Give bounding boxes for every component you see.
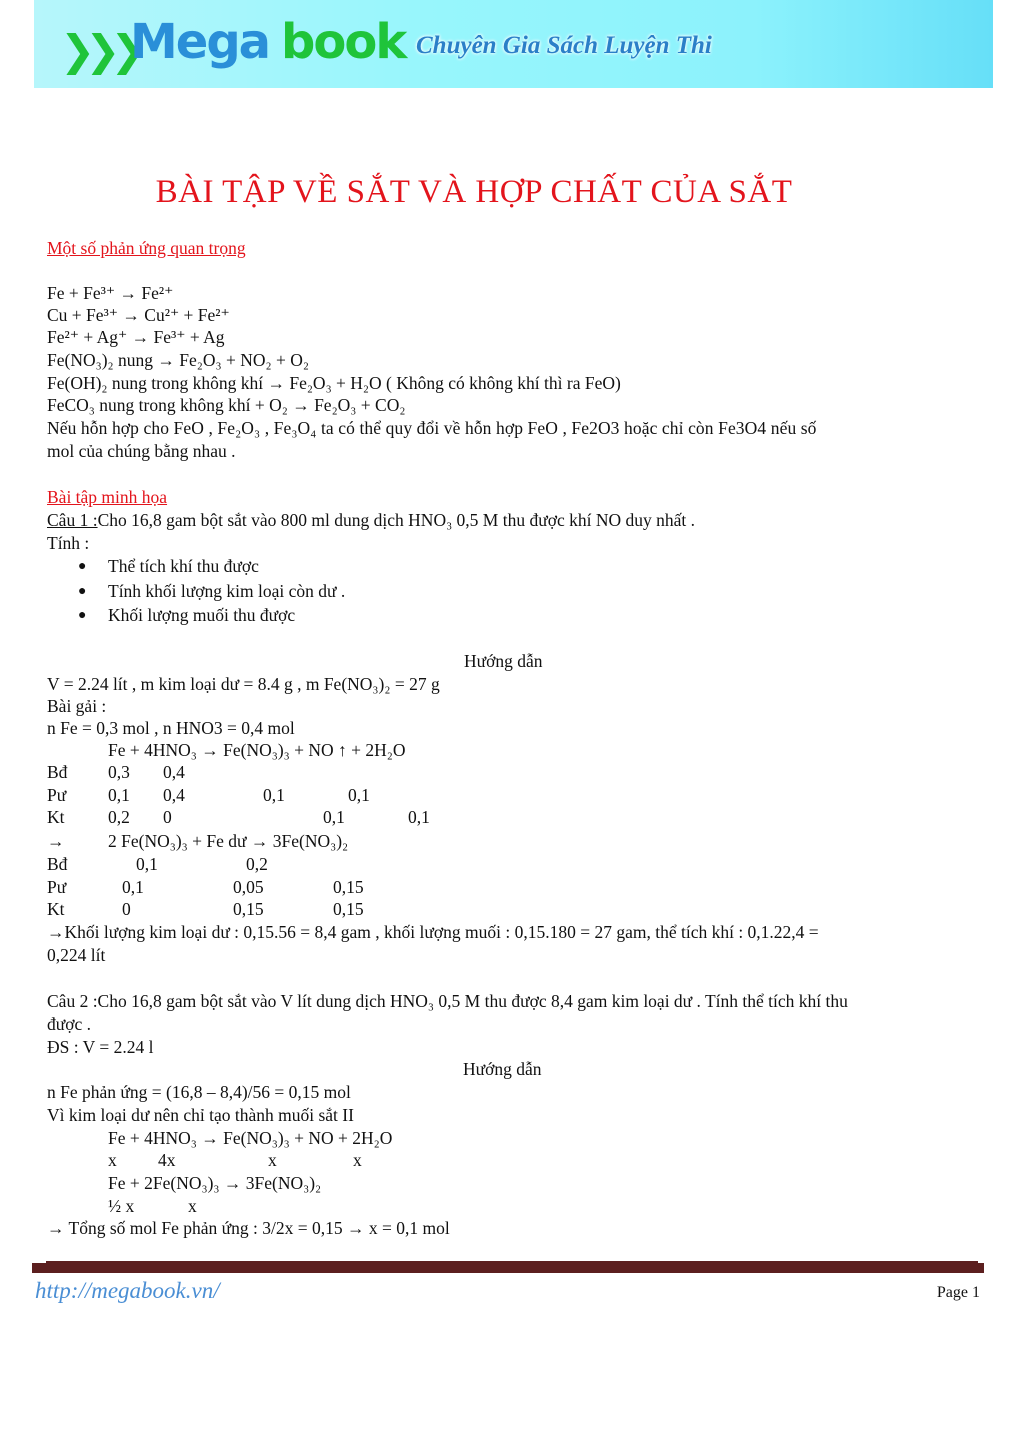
cell: 4x: [158, 1150, 176, 1170]
logo-mega: Mega: [130, 14, 270, 70]
bullet-icon: ●: [78, 608, 87, 623]
reaction-line: Fe(NO₃)₂ nung → Fe₂O₃ + NO₂ + O₂: [47, 350, 309, 370]
row-label: Pư: [47, 784, 67, 805]
equation: Fe + 4HNO₃ → Fe(NO₃)₃ + NO ↑ + 2H₂O: [108, 740, 406, 760]
reaction-line: FeCO₃ nung trong không khí + O₂ → Fe₂O₃ + CO₂: [47, 395, 406, 415]
result-line: → Tổng số mol Fe phản ứng : 3/2x = 0,15 → x = 0,1 mol: [47, 1218, 450, 1238]
table-cell: 0,3: [108, 762, 130, 782]
question-text: Cho 16,8 gam bột sắt vào 800 ml dung dịch HNO₃ 0,5 M thu được khí NO duy nhất .: [97, 510, 695, 530]
table-cell: 0,15: [333, 876, 364, 897]
text-line: Vì kim loại dư nên chỉ tạo thành muối sắt II: [47, 1105, 354, 1125]
equation: Fe + 4HNO₃ → Fe(NO₃)₃ + NO + 2H₂O: [108, 1128, 393, 1148]
cell: x: [268, 1150, 277, 1170]
equation: 2 Fe(NO₃)₃ + Fe dư → 3Fe(NO₃)₂: [108, 831, 349, 851]
result-line: 0,224 lít: [47, 945, 106, 965]
bullet-icon: ●: [78, 584, 87, 599]
text-line: mol của chúng bằng nhau .: [47, 441, 236, 461]
cell: ½ x: [108, 1196, 135, 1216]
list-item: Tính khối lượng kim loại còn dư .: [108, 581, 346, 601]
table-cell: 0: [122, 899, 131, 920]
text-line: Bài gải :: [47, 696, 107, 716]
table-cell: 0,4: [163, 762, 185, 782]
table-cell: 0,15: [333, 899, 364, 920]
text-line: Tính :: [47, 533, 90, 553]
guide-heading: Hướng dẫn: [463, 1059, 542, 1079]
table-cell: 0,1: [122, 876, 144, 897]
table-cell: 0,1: [108, 784, 130, 805]
page-title: BÀI TẬP VỀ SẮT VÀ HỢP CHẤT CỦA SẮT: [155, 174, 793, 210]
text-line: n Fe = 0,3 mol , n HNO3 = 0,4 mol: [47, 718, 295, 738]
table-cell: 0,1: [136, 854, 158, 874]
table-cell: 0,2: [246, 854, 268, 874]
row-label: Kt: [47, 899, 65, 920]
row-label: Bđ: [47, 762, 68, 782]
text-line: Nếu hỗn hợp cho FeO , Fe₂O₃ , Fe₃O₄ ta có thể quy đổi về hỗn hợp FeO , Fe2O3 hoặc chỉ còn Fe3O4 nếu số: [47, 418, 817, 438]
page-number: Page 1: [936, 1284, 980, 1301]
table-cell: 0,1: [323, 807, 345, 828]
table-cell: 0,05: [233, 876, 264, 897]
footer-url-link[interactable]: http://megabook.vn/: [35, 1278, 220, 1303]
arrow: →: [47, 831, 65, 851]
list-item: Thể tích khí thu được: [108, 556, 259, 576]
result-line: →Khối lượng kim loại dư : 0,15.56 = 8,4 gam , khối lượng muối : 0,15.180 = 27 gam, thể tích khí : 0,1.22,4 =: [47, 922, 819, 942]
logo-chevrons-icon: ❯❯❯: [60, 26, 136, 75]
table-cell: 0,1: [263, 784, 285, 805]
logo-book: book: [281, 14, 406, 70]
table-cell: 0,1: [348, 784, 370, 805]
guide-heading: Hướng dẫn: [464, 651, 543, 671]
text-line: được .: [47, 1014, 92, 1034]
question-1: [47, 509, 695, 531]
section-heading: Bài tập minh họa: [47, 487, 168, 507]
text-line: n Fe phản ứng = (16,8 – 8,4)/56 = 0,15 mol: [47, 1082, 351, 1102]
equation: Fe + 2Fe(NO₃)₃ → 3Fe(NO₃)₂: [108, 1173, 322, 1193]
bullet-icon: ●: [78, 559, 87, 574]
reaction-line: Fe + Fe³⁺ → Fe²⁺: [47, 283, 174, 303]
table-cell: 0,15: [233, 899, 264, 920]
reaction-line: Cu + Fe³⁺ → Cu²⁺ + Fe²⁺: [47, 305, 230, 325]
list-item: Khối lượng muối thu được: [108, 605, 296, 625]
cell: x: [353, 1150, 362, 1170]
row-label: Bđ: [47, 854, 68, 874]
table-cell: 0: [163, 807, 172, 828]
row-label: Kt: [47, 807, 65, 828]
question-2: Câu 2 :Cho 16,8 gam bột sắt vào V lít dung dịch HNO₃ 0,5 M thu được 8,4 gam kim loại dư . Tính thể tích khí thu: [47, 991, 848, 1011]
question-label: Câu 1 :: [47, 510, 98, 530]
cell: x: [108, 1150, 117, 1170]
header-banner: [34, 0, 993, 88]
reaction-line: Fe²⁺ + Ag⁺ → Fe³⁺ + Ag: [47, 327, 225, 347]
table-cell: 0,1: [408, 807, 430, 828]
table-cell: 0,2: [108, 807, 130, 828]
table-cell: 0,4: [163, 784, 185, 805]
logo-tagline: Chuyên Gia Sách Luyện Thi: [416, 32, 712, 59]
cell: x: [188, 1196, 197, 1216]
row-label: Pư: [47, 876, 67, 897]
footer-bar: [32, 1263, 984, 1273]
answer-line: ĐS : V = 2.24 l: [47, 1037, 154, 1057]
section-heading: Một số phản ứng quan trọng: [47, 238, 246, 258]
reaction-line: Fe(OH)₂ nung trong không khí → Fe₂O₃ + H₂O ( Không có không khí thì ra FeO): [47, 373, 621, 393]
answer-line: V = 2.24 lít , m kim loại dư = 8.4 g , m Fe(NO₃)₂ = 27 g: [47, 674, 440, 694]
